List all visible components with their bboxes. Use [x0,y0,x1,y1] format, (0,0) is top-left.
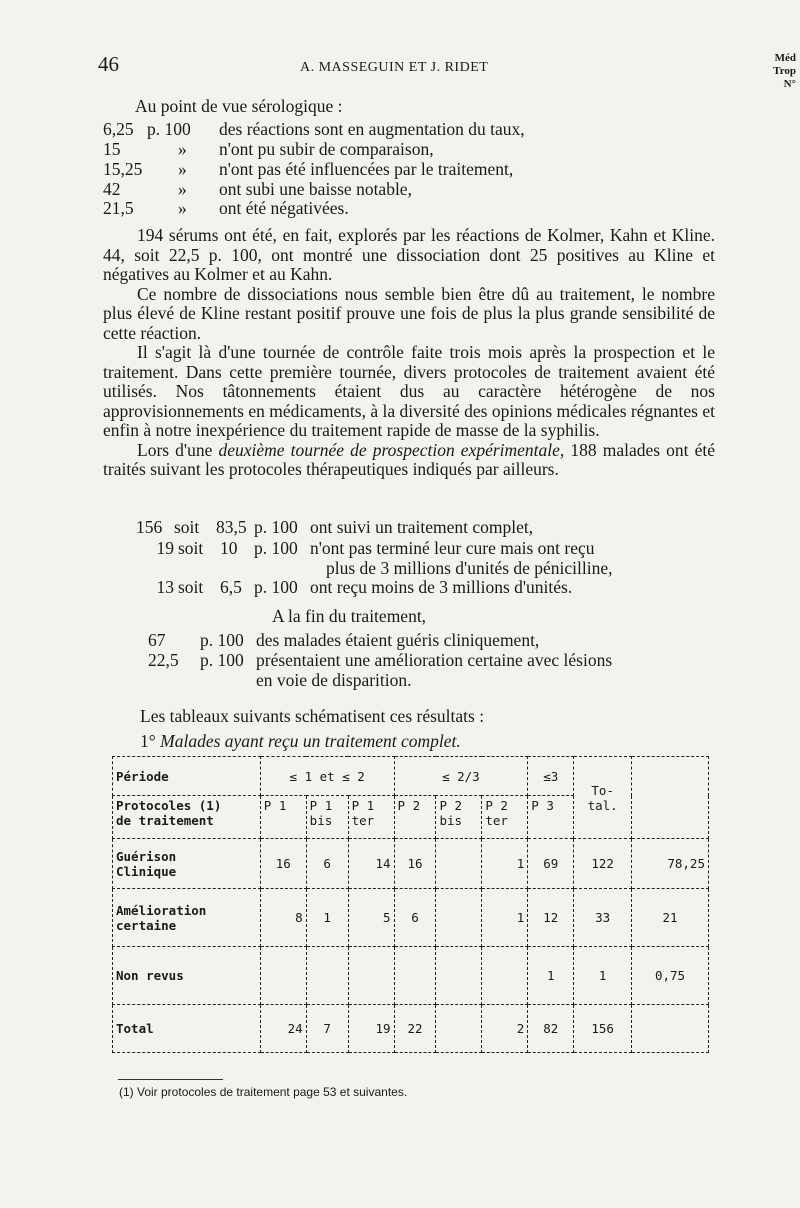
sero-text: ont subi une baisse notable, [219,179,412,199]
table-cell [394,947,436,1005]
table-cell: 5 [348,889,394,947]
table-cell [436,889,482,947]
sero-row [103,179,412,200]
table-cell: 1 [482,889,528,947]
result-unit: p. 100 [254,538,298,558]
paragraph: Ce nombre de dissociations nous semble bien être dû au traitement, le nombre plus élevé de Kline restant positif prouve une fois de plus la plus grande sensibilité de cette réaction. [103,283,715,343]
table-cell: 16 [260,839,306,889]
second-tour-rest: 188 malades ont été traités suivant les protocoles thérapeutiques indiqués par ailleurs. [103,439,716,479]
sero-unit: p. 100 [147,119,191,139]
table-cell: 69 [528,839,574,889]
sero-num: 21,5 [103,198,134,218]
table-cell: 2 [482,1005,528,1053]
row-label: Guérison Clinique [113,839,261,889]
table-cell: 21 [632,889,709,947]
second-tour-lead: Lors d'une [137,439,213,460]
tables-intro: Les tableaux suivants schématisent ces résultats : [140,706,485,726]
sub-header: P 2 [394,796,436,839]
corner-fragment [756,52,796,91]
result-pct: 6,5 [220,577,242,597]
row-label: Non revus [113,947,261,1005]
table-cell [482,947,528,1005]
corner-line: N° [783,78,796,90]
sub-header: P 2 bis [436,796,482,839]
table-cell [306,947,348,1005]
period-header: Période [113,757,261,796]
end-text: des malades étaient guéris cliniquement, [256,630,540,650]
table-cell: 7 [306,1005,348,1053]
table-cell: 22 [394,1005,436,1053]
table-cell [260,947,306,1005]
sero-num: 15 [103,139,121,159]
paragraph: Il s'agit là d'une tournée de contrôle faite trois mois après la prospection et le traitement. Dans cette première tournée, divers protocoles de traitement avaient été utilisés. Nos tâtonnements étaient dus au caractère hétérogène de nos approvisionnements en médicaments, à la diversité des opinions médicales régnantes et enfin à notre inexpérience du traitement rapide de masse de la syphilis. [103,342,715,440]
table-row [113,1005,709,1053]
end-heading: A la fin du traitement, [272,606,427,626]
sero-num: 15,25 [103,159,143,179]
table-cell [436,947,482,1005]
sub-header: P 1 [260,796,306,839]
result-pct: 10 [220,538,238,558]
end-unit: p. 100 [200,630,244,650]
end-num: 22,5 [148,650,179,670]
table-cell [436,839,482,889]
page-number: 46 [98,52,119,76]
sero-text: n'ont pas été influencées par le traitement, [219,159,514,179]
result-soit: soit [178,538,204,558]
end-num: 67 [148,630,166,650]
table-cell [632,1005,709,1053]
result-num: 19 [156,538,174,558]
table-cell: 33 [574,889,632,947]
sero-unit: » [178,179,187,199]
result-pct: 83,5 [216,517,247,537]
table-cell: 12 [528,889,574,947]
result-text: ont reçu moins de 3 millions d'unités. [310,577,573,597]
sero-row [103,119,525,140]
table-cell: 14 [348,839,394,889]
sero-unit: » [178,198,187,218]
table-cell: 1 [306,889,348,947]
sub-header: P 3 [528,796,574,839]
second-tour-italic: deuxième tournée de prospection expérimentale, [218,439,565,460]
running-head: A. MASSEGUIN ET J. RIDET [300,60,489,75]
result-soit: soit [174,517,200,537]
sero-num: 6,25 [103,119,134,139]
table-caption-title: Malades ayant reçu un traitement complet. [160,731,461,751]
result-text: n'ont pas terminé leur cure mais ont reçu [310,538,595,558]
paragraph-second-tour [103,441,715,480]
table-cell: 1 [482,839,528,889]
result-row [136,577,572,598]
row-label: Total [113,1005,261,1053]
table-cell: 19 [348,1005,394,1053]
result-unit: p. 100 [254,577,298,597]
result-num: 156 [136,517,163,537]
sero-row [103,139,434,160]
sero-intro: Au point de vue sérologique : [135,96,343,116]
footnote-rule [118,1079,223,1080]
table-cell: 24 [260,1005,306,1053]
table-cell: 6 [394,889,436,947]
sero-row [103,159,513,180]
sero-text: ont été négativées. [219,198,349,218]
table-cell [348,947,394,1005]
table-caption-num: 1° [140,731,156,751]
end-row [148,650,612,671]
body-paragraphs [103,226,715,480]
end-unit: p. 100 [200,650,244,670]
table-cell: 82 [528,1005,574,1053]
result-num: 13 [156,577,174,597]
sub-header: P 2 ter [482,796,528,839]
result-row [136,517,533,538]
table-header-row [113,757,709,796]
corner-line: Trop [773,65,796,77]
sero-row [103,198,349,219]
result-unit: p. 100 [254,517,298,537]
paragraph: 194 sérums ont été, en fait, explorés par les réactions de Kolmer, Kahn et Kline. 44, soit 22,5 p. 100, ont montré une dissociation dont 25 positives au Kline et négatives au Kolmer et au Kahn. [103,225,715,284]
group-2-header: ≤ 2/3 [394,757,528,796]
group-3-header: ≤3 [528,757,574,796]
total-header: To- tal. [574,757,632,839]
sero-unit: » [178,159,187,179]
results-table [112,756,709,1053]
row-label: Amélioration certaine [113,889,261,947]
table-cell: 6 [306,839,348,889]
empty-header [632,757,709,839]
table-cell [436,1005,482,1053]
table-cell: 122 [574,839,632,889]
sero-text: des réactions sont en augmentation du taux, [219,119,525,139]
footnote: (1) Voir protocoles de traitement page 53 et suivantes. [119,1085,408,1099]
end-continuation: en voie de disparition. [256,670,412,690]
result-row [136,538,595,559]
table-cell: 78,25 [632,839,709,889]
protocols-header: Protocoles (1) de traitement [113,796,261,839]
sub-header: P 1 ter [348,796,394,839]
result-continuation: plus de 3 millions d'unités de pénicilline, [326,558,613,578]
table-row [113,839,709,889]
sero-unit: » [178,139,187,159]
table-row [113,947,709,1005]
table-row [113,889,709,947]
result-soit: soit [178,577,204,597]
group-1-header: ≤ 1 et ≤ 2 [260,757,394,796]
table-cell: 0,75 [632,947,709,1005]
table-caption [140,731,461,752]
table-cell: 156 [574,1005,632,1053]
end-text: présentaient une amélioration certaine avec lésions [256,650,613,670]
table-cell: 16 [394,839,436,889]
sero-num: 42 [103,179,121,199]
sero-text: n'ont pu subir de comparaison, [219,139,434,159]
result-text: ont suivi un traitement complet, [310,517,534,537]
table-cell: 1 [574,947,632,1005]
end-row [148,630,539,651]
table-cell: 8 [260,889,306,947]
corner-line: Méd [774,52,796,64]
sub-header: P 1 bis [306,796,348,839]
table-cell: 1 [528,947,574,1005]
